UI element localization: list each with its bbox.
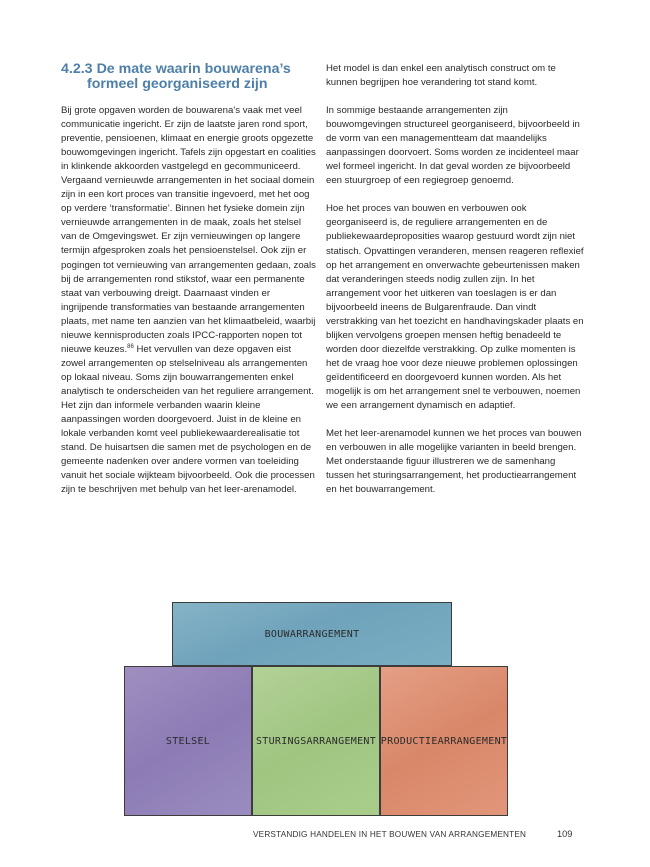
right-paragraph-0: Het model is dan enkel een analytisch construct om te kunnen begrijpen hoe verandering tot stand komt. <box>326 63 556 89</box>
section-number: 4.2.3 <box>61 61 93 77</box>
footnote-reference[interactable]: 86 <box>127 343 134 350</box>
section-heading <box>61 62 316 91</box>
section-title-line2: formeel georganiseerd zijn <box>87 75 268 92</box>
right-paragraph-1: In sommige bestaande arrangementen zijn bouwomgevingen structureel georganiseerd, bijvoorbeeld in de vorm van een managementteam dat maandelijks aanpassingen doorvoert. Soms worden ze incidenteel maar wel formeel ingericht. In dat geval worden ze bijvoorbeeld een stuurgroep of een regiegroep genoemd. <box>326 105 580 187</box>
page-number: 109 <box>557 829 573 839</box>
section-title-line1: De mate waarin bouwarena’s <box>96 61 291 77</box>
right-paragraph-2: Hoe het proces van bouwen en verbouwen ook georganiseerd is, de reguliere arrangementen en de publiekewaardeproposities waarop gestuurd wordt zijn niet statisch. Opvattingen veranderen, mensen reageren reflexief op het arrangement en onverwachte gebeurtenissen maken dat veranderingen steeds nodig zullen zijn. In het arrangement voor het uitkeren van toeslagen is er dan bijvoorbeeld ineens de Bulgarenfraude. Dan vindt verstrakking van het toezicht en handhavingskader plaats en blijken vervolgens groepen mensen heftig benadeeld te worden door diezelfde verstrakking. Op zulke momenten is het de vraag hoe voor deze nieuwe problemen oplossingen geïdentificeerd en doorgevoerd kunnen worden. Als het mogelijk is om het arrangement snel te verbouwen, noemen we een arrangement dynamisch en adaptief. <box>326 203 584 412</box>
diagram-box-bouwarrangement <box>172 602 452 666</box>
left-paragraph-1 <box>61 104 316 497</box>
left-paragraph-1-b: Het vervullen van deze opgaven eist zowel arrangementen op stelselniveau als arrangementen op lokaal niveau. Soms zijn bouwarrangementen enkel analytisch te onderscheiden van het reguliere arrangement. Het zijn dan informele verbanden waarin kleine aanpassingen worden doorgevoerd. Juist in de kleine en lokale verbanden komt veel publiekewaarderealisatie tot stand. De huisartsen die samen met de psychologen en de gemeente nadenken over andere vormen van toeleiding vanuit het sociale wijkteam bijvoorbeeld. Ook die processen zijn te beschrijven met behulp van het leer-arenamodel. <box>61 343 315 496</box>
diagram-box-stelsel <box>124 666 252 816</box>
diagram-label-top: BOUWARRANGEMENT <box>264 628 360 640</box>
left-paragraph-1-a: Bij grote opgaven worden de bouwarena’s vaak met veel communicatie ingericht. Er zijn de laatste jaren rond sport, preventie, pensioenen, klimaat en energie groots opgezette bouwomgevingen ingericht. Tafels zijn opgestart en coalities in klinkende akkoorden vastgelegd en gecommuniceerd. Vergaand vernieuwde arrangementen in het sociaal domein zijn in een kort proces van transitie ingevoerd, met het oog op verdere ‘transformatie’. Binnen het fysieke domein zijn vernieuwde arrangementen in de maak, zoals het stelsel van de Omgevingswet. Er zijn vernieuwingen op langere termijn afgesproken zoals het pensioenstelsel. Ook zijn er pogingen tot vernieuwing van arrangementen gedaan, zoals bij de arrangementen rond stikstof, waar een permanente staat van verbouwing dreigt. Daarnaast vinden er ingrijpende transformaties van bestaande arrangementen plaats, met name ten aanzien van het klimaatbeleid, waarbij nieuwe kennisproducten zoals IPCC-rapporten nopen tot nieuwe keuzes. <box>61 105 316 355</box>
right-paragraph-3: Met het leer-arenamodel kunnen we het proces van bouwen en verbouwen in alle mogelijke varianten in beeld brengen. Met onderstaande figuur illustreren we de samenhang tussen het sturingsarrangement, het productiearrangement en het bouwarrangement. <box>326 428 582 496</box>
diagram-label-left: STELSEL <box>165 735 211 747</box>
diagram-label-middle: STURINGSARRANGEMENT <box>255 735 377 747</box>
diagram-box-sturingsarrangement <box>252 666 380 816</box>
arrangement-diagram <box>124 602 508 816</box>
diagram-label-right: PRODUCTIEARRANGEMENT <box>380 735 508 747</box>
running-footer: VERSTANDIG HANDELEN IN HET BOUWEN VAN ARRANGEMENTEN <box>253 830 527 839</box>
right-column <box>326 62 584 511</box>
diagram-box-productiearrangement <box>380 666 508 816</box>
left-column <box>61 104 316 511</box>
